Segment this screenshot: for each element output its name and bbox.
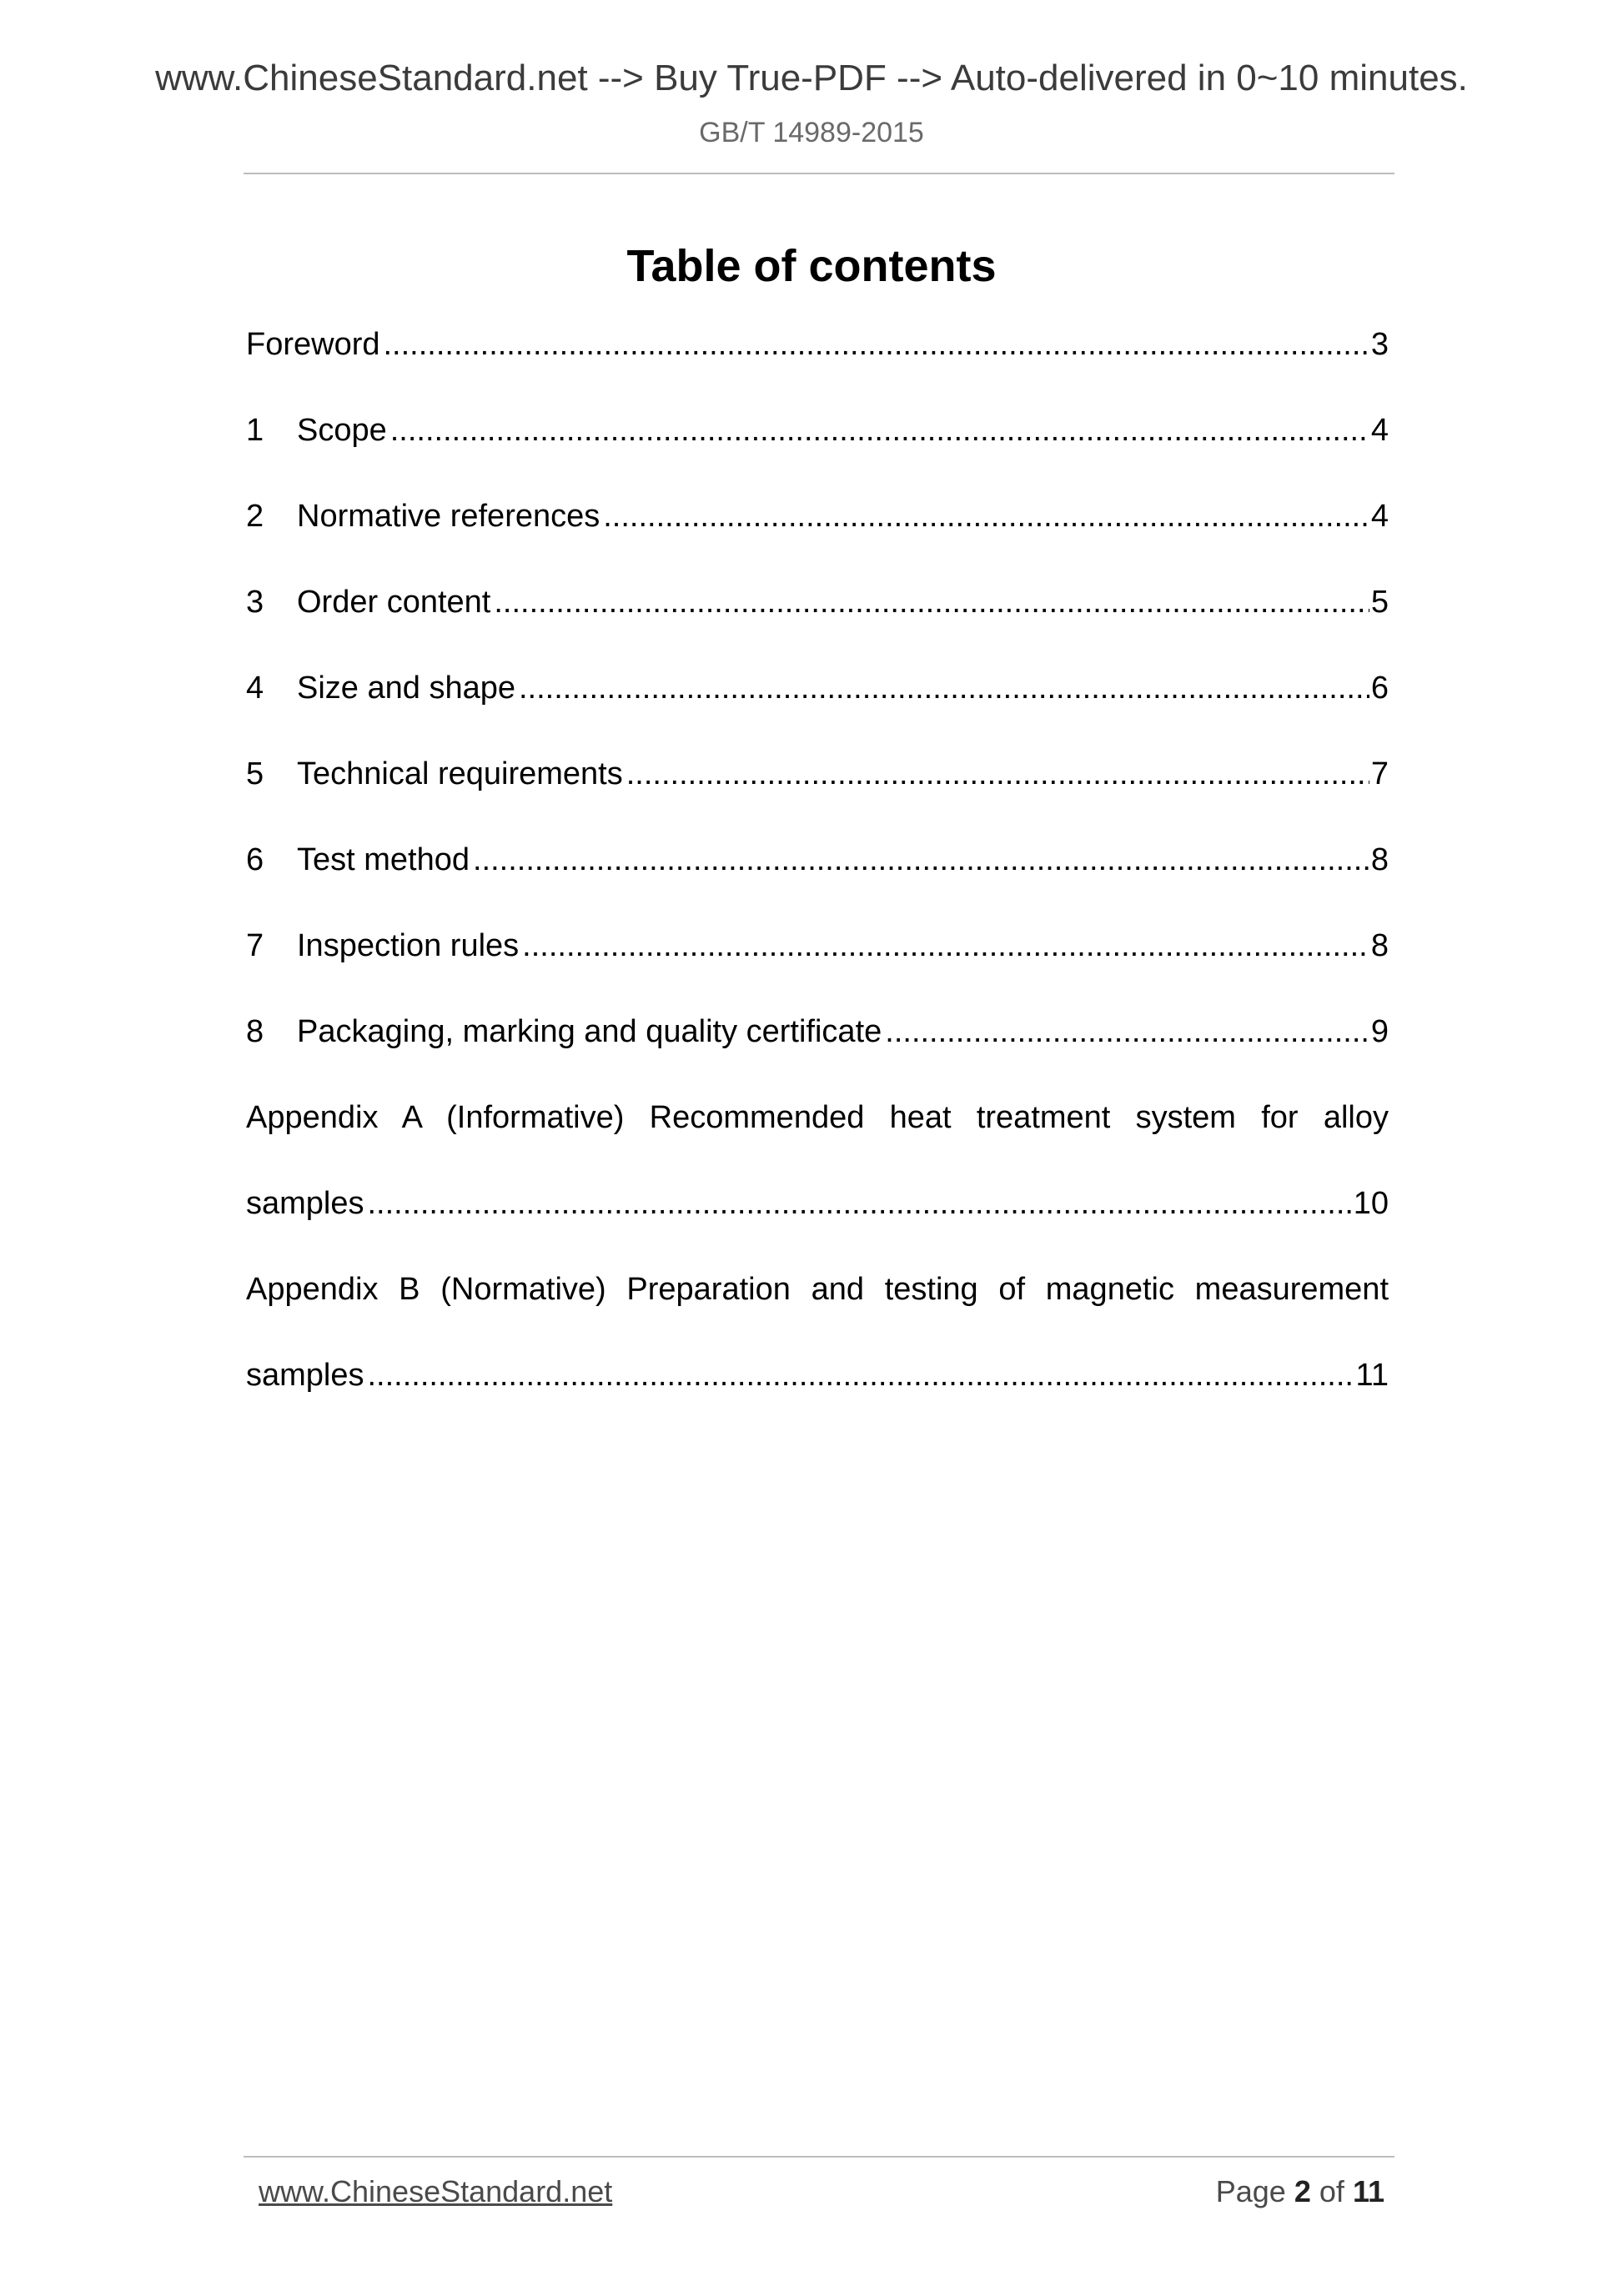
toc-leader-dots <box>603 499 1369 535</box>
page-total: 11 <box>1352 2174 1384 2208</box>
toc-entry-number: 6 <box>246 842 264 877</box>
header-banner: www.ChineseStandard.net --> Buy True-PDF --> Auto-delivered in 0~10 minutes. <box>155 58 1468 98</box>
toc-entry-label: Normative references <box>297 499 600 534</box>
toc-entry-number: 8 <box>246 1014 264 1049</box>
toc-entry-label: Scope <box>297 413 387 448</box>
toc-entry-label: Technical requirements <box>297 756 623 791</box>
toc-entry-page: 4 <box>1370 413 1389 448</box>
header-divider <box>244 173 1394 174</box>
toc-entry-label: Order content <box>297 585 491 620</box>
toc-leader-dots <box>384 327 1369 363</box>
footer-divider <box>244 2156 1394 2158</box>
toc-entry-label: Foreword <box>246 327 380 362</box>
toc-entry-page: 10 <box>1353 1186 1389 1221</box>
toc-entry-page: 9 <box>1370 1014 1389 1049</box>
toc-entry-page: 5 <box>1370 585 1389 620</box>
toc-leader-dots <box>368 1186 1352 1222</box>
footer-website-link[interactable]: www.ChineseStandard.net <box>259 2174 613 2208</box>
toc-entry-label: Test method <box>297 842 470 877</box>
toc-leader-dots <box>494 585 1369 620</box>
toc-entry-packaging[interactable] <box>246 1014 1389 1100</box>
toc-leader-dots <box>473 842 1369 878</box>
toc-entry-number: 5 <box>246 756 264 791</box>
page-prefix: Page <box>1215 2174 1286 2208</box>
toc-leader-dots <box>885 1014 1369 1050</box>
toc-entry-number: 7 <box>246 928 264 963</box>
toc-leader-dots <box>519 671 1369 706</box>
toc-entry-appendix-a[interactable] <box>246 1186 1389 1272</box>
table-of-contents <box>246 327 1389 1444</box>
toc-entry-appendix-b[interactable] <box>246 1358 1389 1444</box>
standard-code: GB/T 14989-2015 <box>699 117 924 148</box>
toc-entry-number: 2 <box>246 499 264 534</box>
toc-entry-label: Size and shape <box>297 671 515 706</box>
toc-entry-test-method[interactable] <box>246 842 1389 928</box>
toc-entry-number: 3 <box>246 585 264 620</box>
toc-leader-dots <box>368 1358 1354 1394</box>
toc-entry-label: Packaging, marking and quality certificate <box>297 1014 882 1049</box>
toc-entry-normative-references[interactable] <box>246 499 1389 585</box>
toc-entry-scope[interactable] <box>246 413 1389 499</box>
toc-entry-label: samples <box>246 1358 364 1393</box>
toc-entry-size-and-shape[interactable] <box>246 671 1389 756</box>
toc-entry-page: 11 <box>1355 1358 1389 1393</box>
toc-entry-page: 8 <box>1370 842 1389 877</box>
toc-title: Table of contents <box>626 241 997 291</box>
toc-leader-dots <box>522 928 1369 964</box>
toc-entry-page: 3 <box>1370 327 1389 362</box>
page-indicator <box>1215 2174 1384 2208</box>
toc-entry-technical-requirements[interactable] <box>246 756 1389 842</box>
toc-entry-page: 7 <box>1370 756 1389 791</box>
toc-entry-inspection-rules[interactable] <box>246 928 1389 1014</box>
toc-entry-page: 8 <box>1370 928 1389 963</box>
toc-entry-number: 1 <box>246 413 264 448</box>
toc-leader-dots <box>626 756 1369 792</box>
toc-entry-appendix-b-title[interactable]: Appendix B (Normative) Preparation and testing of magnetic measurement <box>246 1272 1389 1307</box>
toc-entry-foreword[interactable] <box>246 327 1389 413</box>
toc-entry-label: samples <box>246 1186 364 1221</box>
page-of: of <box>1319 2174 1344 2208</box>
toc-entry-label: Inspection rules <box>297 928 520 963</box>
toc-entry-appendix-a-title[interactable]: Appendix A (Informative) Recommended heat treatment system for alloy <box>246 1100 1389 1135</box>
page-current: 2 <box>1294 2174 1311 2208</box>
toc-entry-number: 4 <box>246 671 264 706</box>
toc-entry-page: 6 <box>1370 671 1389 706</box>
toc-leader-dots <box>390 413 1369 449</box>
toc-entry-order-content[interactable] <box>246 585 1389 671</box>
toc-entry-page: 4 <box>1370 499 1389 534</box>
